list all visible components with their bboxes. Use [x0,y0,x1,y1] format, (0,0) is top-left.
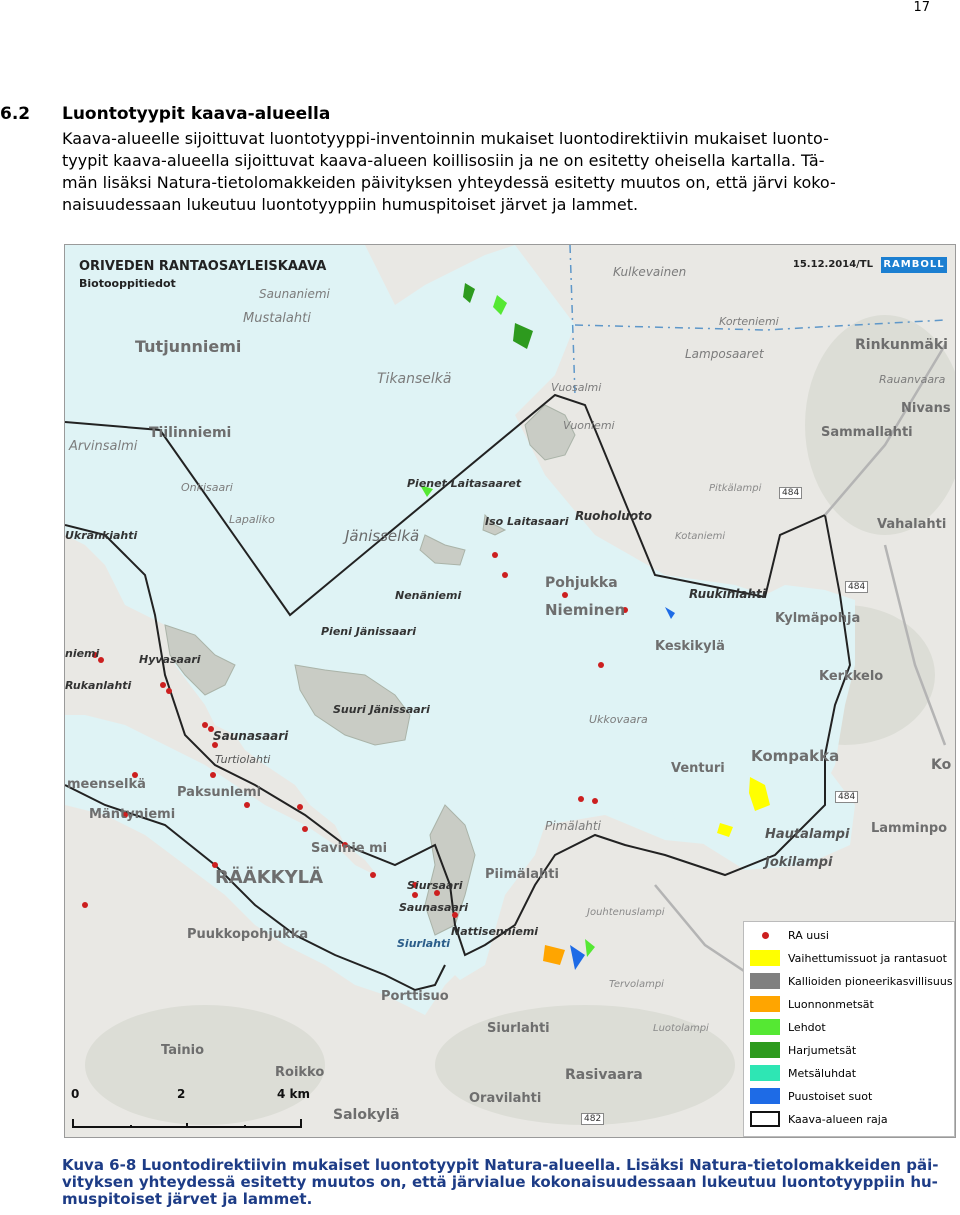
place-label: Nieminen [545,601,626,619]
legend-label: Lehdot [788,1020,826,1034]
place-label: Ruoholuoto [575,509,653,523]
place-label: Oravilahti [469,1091,542,1106]
map-subtitle: Biotooppitiedot [79,277,176,290]
place-label: Kompakka [751,747,840,765]
legend-row [750,1110,888,1128]
place-label: Vahalahti [877,517,947,532]
map-legend [743,921,955,1137]
place-label: Puukkopohjukka [187,927,309,942]
place-label: Siursaari [407,879,463,892]
place-label: Saunasaari [399,901,469,914]
scale-bar-graphic [71,1117,311,1129]
place-label: Rauanvaara [879,373,946,386]
legend-row [750,1087,872,1105]
place-label: Ukrankiahti [65,529,138,542]
legend-row [750,972,953,990]
place-label: Korteniemi [719,315,779,328]
place-label: Tainio [161,1043,205,1058]
place-label: Rasivaara [565,1067,643,1083]
place-label: Nivans [901,401,951,416]
place-label: RÄÄKKYLÄ [215,867,324,888]
place-label: Hautalampi [765,827,850,842]
section-title: Luontotyypit kaava-alueella [62,104,331,124]
place-label: Rukanlahti [65,679,132,692]
road-number: 484 [845,581,868,593]
place-label: Jänisselkä [345,527,420,545]
place-label: Kylmäpohja [775,611,861,626]
legend-label: Harjumetsät [788,1043,857,1057]
place-label: Ruukinlahti [689,587,766,601]
legend-label: Kaava-alueen raja [788,1112,888,1126]
scale-label-4: 4 km [277,1087,311,1101]
place-label: Lamminpo [871,821,948,836]
place-label: Lamposaaret [685,347,764,361]
place-label: Pohjukka [545,575,618,591]
place-label: Arvinsalmi [69,439,138,454]
legend-label: Metsäluhdat [788,1066,857,1080]
legend-swatch [750,1042,780,1058]
legend-row [750,949,947,967]
caption-line: Kuva 6-8 Luontodirektiivin mukaiset luontotyypit Natura-alueella. Lisäksi Natura-tietolomakkeiden päi- [62,1156,939,1174]
road-number: 484 [835,791,858,803]
place-label: Suuri Jänissaari [333,703,430,716]
map-date: 15.12.2014/TL [792,259,873,270]
place-label: Turtiolahti [215,753,271,766]
place-label: Ko [931,757,952,773]
place-label: Roikko [275,1065,325,1080]
legend-label: Kallioiden pioneerikasvillisuus [788,974,953,988]
caption-line: vityksen yhteydessä esitetty muutos on, että järvialue kokonaisuudessaan lukeutuu luontotyyppiin hu- [62,1173,938,1191]
body-paragraph [62,128,930,216]
place-label: Pitkälampi [709,483,762,494]
map-figure [64,244,956,1138]
scale-label-0: 0 [71,1087,80,1101]
legend-label: Vaihettumissuot ja rantasuot [788,951,947,965]
legend-label: Luonnonmetsät [788,997,874,1011]
body-line: naisuudessaan lukeutuu luontotyyppiin humuspitoiset järvet ja lammet. [62,195,639,214]
place-label: Saunasaari [213,729,289,743]
place-label: Mäntyniemi [89,807,176,822]
place-label: niemi [65,647,100,660]
place-label: Jouhtenuslampi [587,907,665,918]
place-label: Nattisenniemi [451,925,539,938]
legend-swatch [750,1065,780,1081]
legend-row [750,1018,826,1036]
place-label: Jokilampi [765,855,833,870]
place-label: Luotolampi [653,1023,709,1034]
place-label: Savinie mi [311,841,388,856]
scale-label-2: 2 [177,1087,186,1101]
road-number: 484 [779,487,802,499]
place-label: Kerkkelo [819,669,884,684]
place-label: Piimälahti [485,867,559,882]
place-label: Ukkovaara [589,713,648,726]
place-label: Porttisuo [381,989,449,1004]
place-label: Rinkunmäki [855,337,948,353]
legend-swatch [750,1019,780,1035]
place-label: Pimälahti [545,819,601,833]
body-line: män lisäksi Natura-tietolomakkeiden päivityksen yhteydessä esitetty muutos on, että järvi koko- [62,173,836,192]
place-label: Kulkevainen [613,265,687,279]
map-title: ORIVEDEN RANTAOSAYLEISKAAVA [79,259,327,274]
place-label: Venturi [671,761,725,776]
place-label: Pieni Jänissaari [321,625,416,638]
place-label: Hyvasaari [139,653,201,666]
place-label: Siurlahti [487,1021,550,1036]
place-label: Tikanselkä [377,371,452,387]
place-label: Sammallahti [821,425,913,440]
caption-line: muspitoiset järvet ja lammet. [62,1190,313,1208]
place-label: meenselkä [67,777,146,792]
place-label: Vuoniemi [563,419,615,432]
legend-swatch [750,996,780,1012]
page-number: 17 [913,0,930,15]
body-line: tyypit kaava-alueella sijoittuvat kaava-alueen koillisosiin ja ne on esitetty oheisella kartalla. Tä- [62,151,825,170]
place-label: Lapaliko [229,513,275,526]
legend-label: RA uusi [788,928,829,942]
legend-row [750,926,829,944]
place-label: Onkisaari [181,481,233,494]
legend-row [750,1041,856,1059]
legend-swatch [750,1111,780,1127]
place-label: Nenäniemi [395,589,462,602]
place-label: Mustalahti [243,311,311,326]
legend-label: Puustoiset suot [788,1089,873,1103]
place-label: Tutjunniemi [135,337,242,356]
place-label: Keskikylä [655,639,725,654]
place-label: Paksunlemi [177,785,262,800]
place-label: Siurlahti [397,937,451,950]
place-label: Iso Laitasaari [485,515,569,528]
ramboll-logo: RAMBOLL [881,257,947,273]
legend-swatch [750,1088,780,1104]
legend-dot-icon [750,927,780,943]
place-label: Kotaniemi [675,531,726,542]
section-heading [0,104,330,124]
place-label: Salokylä [333,1107,400,1123]
place-label: Tiilinniemi [149,425,232,441]
legend-row [750,995,874,1013]
place-label: Saunaniemi [259,287,330,301]
figure-caption [62,1156,939,1208]
legend-swatch [750,973,780,989]
legend-swatch [750,950,780,966]
body-line: Kaava-alueelle sijoittuvat luontotyyppi-inventoinnin mukaiset luontodirektiivin mukaiset luonto- [62,129,829,148]
section-number: 6.2 [0,104,31,124]
place-label: Vuosalmi [551,381,602,394]
road-number: 482 [581,1113,604,1125]
place-label: Pienet Laitasaaret [407,477,522,490]
place-label: Tervolampi [609,979,664,990]
legend-row [750,1064,856,1082]
